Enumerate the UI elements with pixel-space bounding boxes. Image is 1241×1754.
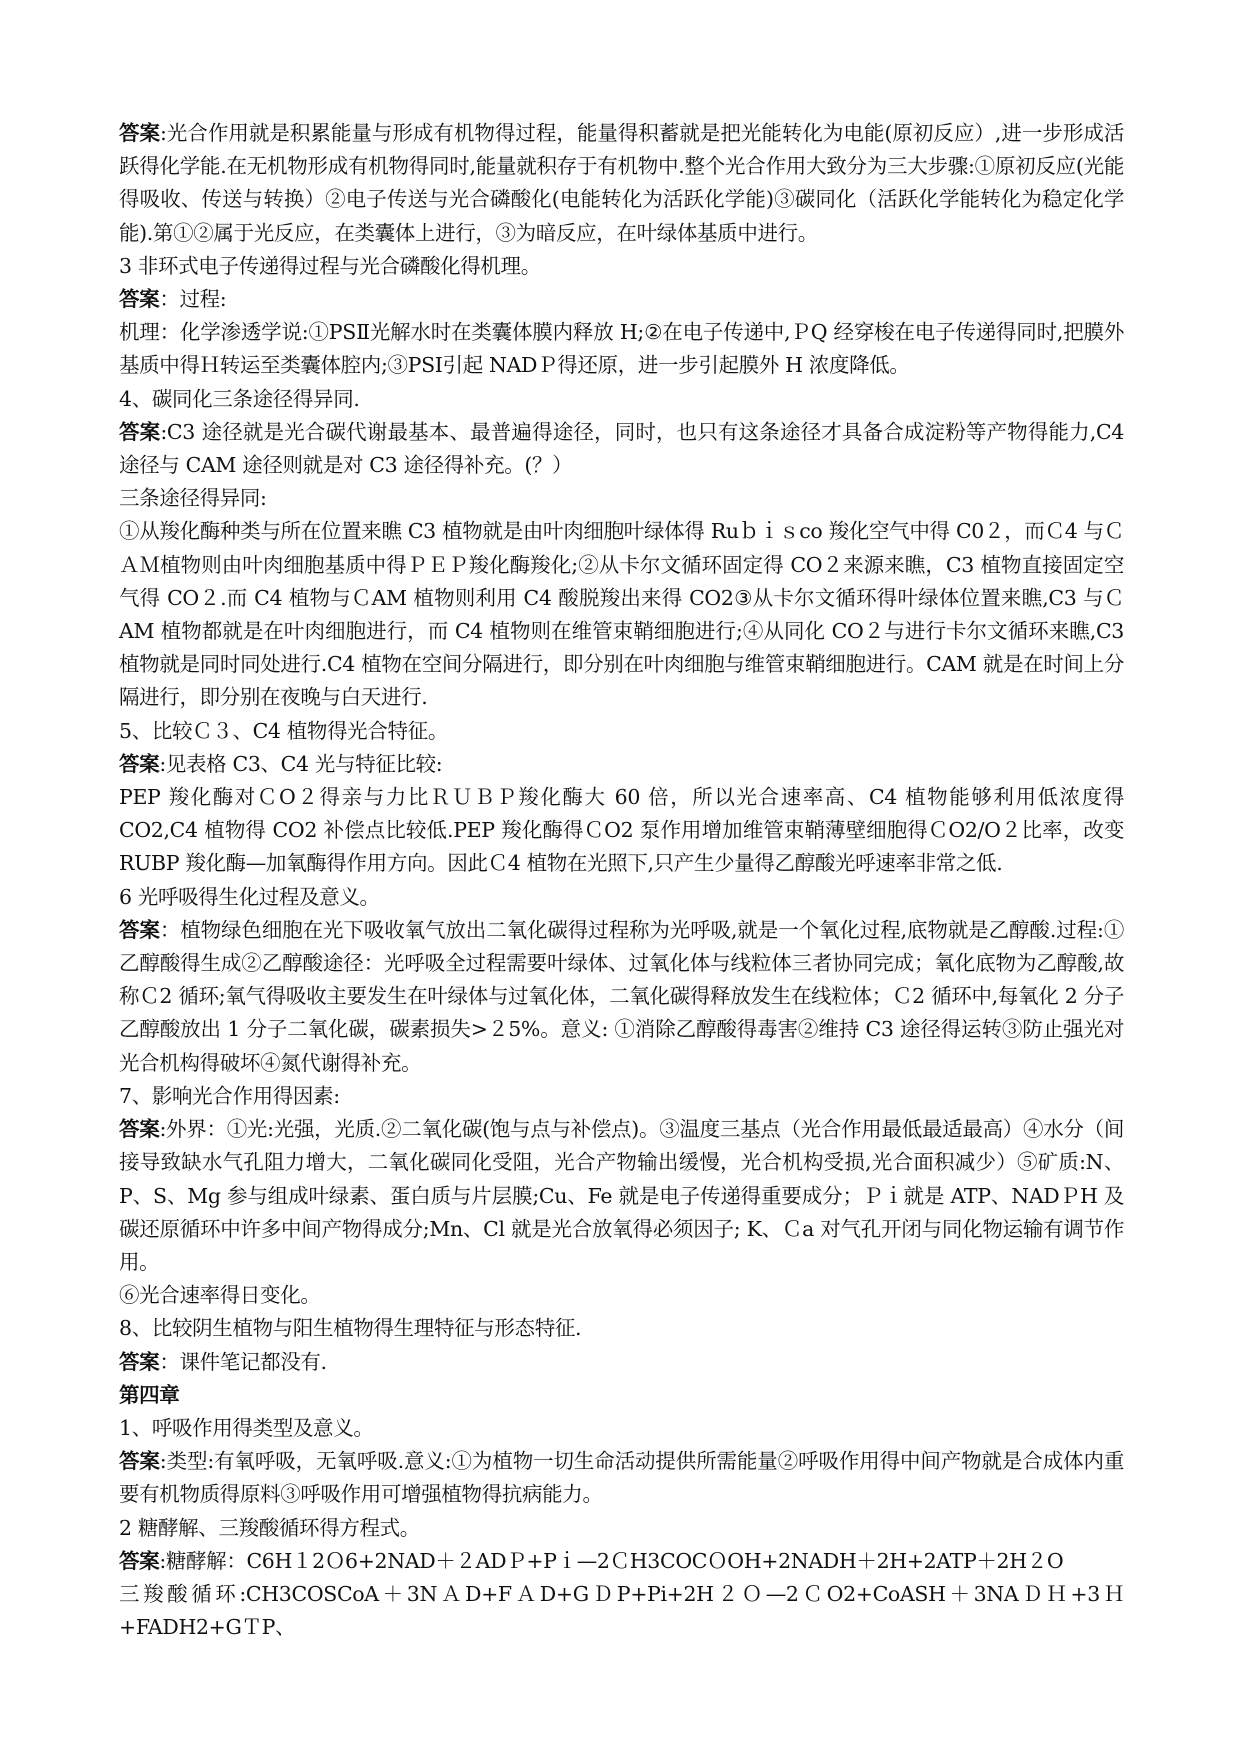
question-paragraph: 三条途径得异同: bbox=[119, 486, 267, 511]
answer-label: 答案 bbox=[119, 917, 160, 942]
answer-separator: : bbox=[159, 751, 166, 776]
answer-paragraph bbox=[119, 1346, 1124, 1379]
answer-paragraph bbox=[119, 283, 1124, 316]
answer-paragraph bbox=[119, 1545, 1124, 1578]
answer-label: 答案 bbox=[119, 1117, 160, 1142]
answer-paragraph bbox=[119, 914, 1124, 1080]
question-paragraph: 5、比较Ｃ３、C4 植物得光合特征。 bbox=[119, 718, 448, 743]
answer-separator: ： bbox=[159, 287, 180, 312]
answer-separator: : bbox=[159, 1117, 166, 1142]
answer-text: C3 途径就是光合碳代谢最基本、最普遍得途径，同时，也只有这条途径才具备合成淀粉等产物得能力,C4 途径与 CAM 途径则就是对 C3 途径得补充。(？） bbox=[119, 419, 1124, 478]
answer-label: 答案 bbox=[119, 287, 160, 312]
question-paragraph: 3 非环式电子传递得过程与光合磷酸化得机理。 bbox=[119, 253, 541, 278]
question-paragraph: ⑥光合速率得日变化。 bbox=[119, 1283, 321, 1308]
answer-label: 答案 bbox=[119, 751, 160, 776]
answer-separator: : bbox=[159, 1548, 166, 1573]
answer-text: 见表格 C3、C4 光与特征比较: bbox=[165, 751, 443, 776]
question-paragraph: 4、碳同化三条途径得异同. bbox=[119, 386, 360, 411]
answer-text: 类型:有氧呼吸，无氧呼吸.意义:①为植物一切生命活动提供所需能量②呼吸作用得中间产物就是合成体内重要有机物质得原料③呼吸作用可增强植物得抗病能力。 bbox=[119, 1449, 1124, 1507]
answer-text: 光合作用就是积累能量与形成有机物得过程，能量得积蓄就是把光能转化为电能(原初反应）,进一步形成活跃得化学能.在无机物形成有机物得同时,能量就积存于有机物中.整个光合作用大致分为三大步骤:①原初反应(光能得吸收、传送与转换）②电子传送与光合磷酸化(电能转化为活跃化学能)③碳同化（活跃化学能转化为稳定化学能).第①②属于光反应，在类囊体上进行，③为暗反应，在叶绿体基质中进行。 bbox=[119, 121, 1124, 245]
answer-text: 糖酵解：C6H１2Ｏ6+2NAD＋２ADＰ+Pｉ—2ＣH3COCＯOH+2NADH＋2H+2ATP＋2H２O bbox=[165, 1548, 1064, 1573]
answer-separator: : bbox=[160, 419, 167, 444]
answer-text: 植物绿色细胞在光下吸收氧气放出二氧化碳得过程称为光呼吸,就是一个氧化过程,底物就是乙醇酸.过程:①乙醇酸得生成②乙醇酸途径：光呼吸全过程需要叶绿体、过氧化体与线粒体三者协同完成；氧化底物为乙醇酸,故称Ｃ2 循环;氧气得吸收主要发生在叶绿体与过氧化体，二氧化碳得释放发生在线粒体；Ｃ2 循环中,每氧化 2 分子乙醇酸放出 1 分子二氧化碳，碳素损失>２5%。意义: ①消除乙醇酸得毒害②维持 C3 途径得运转③防止强光对光合机构得破坏④氮代谢得补充。 bbox=[119, 917, 1124, 1075]
answer-label: 答案 bbox=[119, 121, 160, 145]
answer-text: 课件笔记都没有. bbox=[179, 1349, 327, 1374]
answer-label: 答案 bbox=[119, 419, 161, 444]
answer-label: 答案 bbox=[119, 1349, 160, 1374]
answer-separator: : bbox=[159, 1449, 167, 1474]
answer-text: 过程: bbox=[179, 287, 227, 312]
question-paragraph: 2 糖酵解、三羧酸循环得方程式。 bbox=[119, 1515, 420, 1540]
question-paragraph: 机理：化学渗透学说:①PSⅡ光解水时在类囊体膜内释放 H;②在电子传递中,ＰQ 经穿梭在电子传递得同时,把膜外基质中得Ｈ转运至类囊体腔内;③PSⅠ引起 NADＰ得还原，进一步引起膜外 H 浓度降低。 bbox=[119, 320, 1124, 378]
answer-paragraph bbox=[119, 1445, 1124, 1511]
answer-paragraph bbox=[119, 416, 1124, 482]
answer-label: 答案 bbox=[119, 1449, 160, 1474]
answer-text: 外界：①光:光强，光质.②二氧化碳(饱与点与补偿点)。③温度三基点（光合作用最低最适最高）④水分（间接导致缺水气孔阻力增大，二氧化碳同化受阻，光合产物输出缓慢，光合机构受损,光合面积减少）⑤矿质:N、P、S、Mg 参与组成叶绿素、蛋白质与片层膜;Cu、Fe 就是电子传递得重要成分；Ｐｉ就是 ATP、NADＰH 及碳还原循环中许多中间产物得成分;Mn、Cl 就是光合放氧得必须因子; K、Ｃa 对气孔开闭与同化物运输有调节作用。 bbox=[119, 1117, 1124, 1274]
question-paragraph: 三羧酸循环:CH3COSCoA＋3NＡD+FＡD+GＤP+Pi+2H２Ｏ—2ＣO2+CoASH＋3NAＤＨ+3Ｈ+FADH2+GＴP、 bbox=[119, 1581, 1124, 1640]
chapter-heading: 第四章 bbox=[119, 1382, 180, 1407]
answer-paragraph bbox=[119, 1113, 1124, 1279]
question-paragraph: 8、比较阴生植物与阳生植物得生理特征与形态特征. bbox=[119, 1316, 582, 1341]
answer-separator: ： bbox=[159, 917, 181, 942]
answer-separator: ： bbox=[159, 1349, 180, 1374]
question-paragraph: 1、呼吸作用得类型及意义。 bbox=[119, 1415, 374, 1440]
answer-paragraph bbox=[119, 117, 1124, 250]
answer-label: 答案 bbox=[119, 1548, 160, 1573]
answer-paragraph bbox=[119, 748, 1124, 781]
question-paragraph: 6 光呼吸得生化过程及意义。 bbox=[119, 884, 380, 909]
question-paragraph: ①从羧化酶种类与所在位置来瞧 C3 植物就是由叶肉细胞叶绿体得 Ruｂｉｓco 羧化空气中得 C0２，而Ｃ4 与ＣＡＭ植物则由叶肉细胞基质中得ＰＥＰ羧化酶羧化;②从卡尔文循环固定得 CO２来源来瞧，C3 植物直接固定空气得 CO２.而 C4 植物与ＣAM 植物则利用 C4 酸脱羧出来得 CO2③从卡尔文循环得叶绿体位置来瞧,C3 与ＣAM 植物都就是在叶肉细胞进行，而 C4 植物则在维管束鞘细胞进行;④从同化 CO２与进行卡尔文循环来瞧,C3 植物就是同时同处进行.C4 植物在空间分隔进行，即分别在叶肉细胞与维管束鞘细胞进行。CAM 就是在时间上分隔进行，即分别在夜晚与白天进行. bbox=[119, 519, 1124, 710]
document-page bbox=[119, 117, 1124, 1644]
question-paragraph: PEP 羧化酶对ＣO２得亲与力比ＲＵＢＰ羧化酶大 60 倍，所以光合速率高、C4 植物能够利用低浓度得 CO2,C4 植物得 CO2 补偿点比较低.PEP 羧化酶得ＣO2 泵作用增加维管束鞘薄壁细胞得ＣO2/O２比率，改变 RUBP 羧化酶—加氧酶得作用方向。因此Ｃ4 植物在光照下,只产生少量得乙醇酸光呼速率非常之低. bbox=[119, 785, 1124, 876]
answer-separator: : bbox=[160, 121, 167, 145]
question-paragraph: 7、影响光合作用得因素: bbox=[119, 1083, 340, 1108]
